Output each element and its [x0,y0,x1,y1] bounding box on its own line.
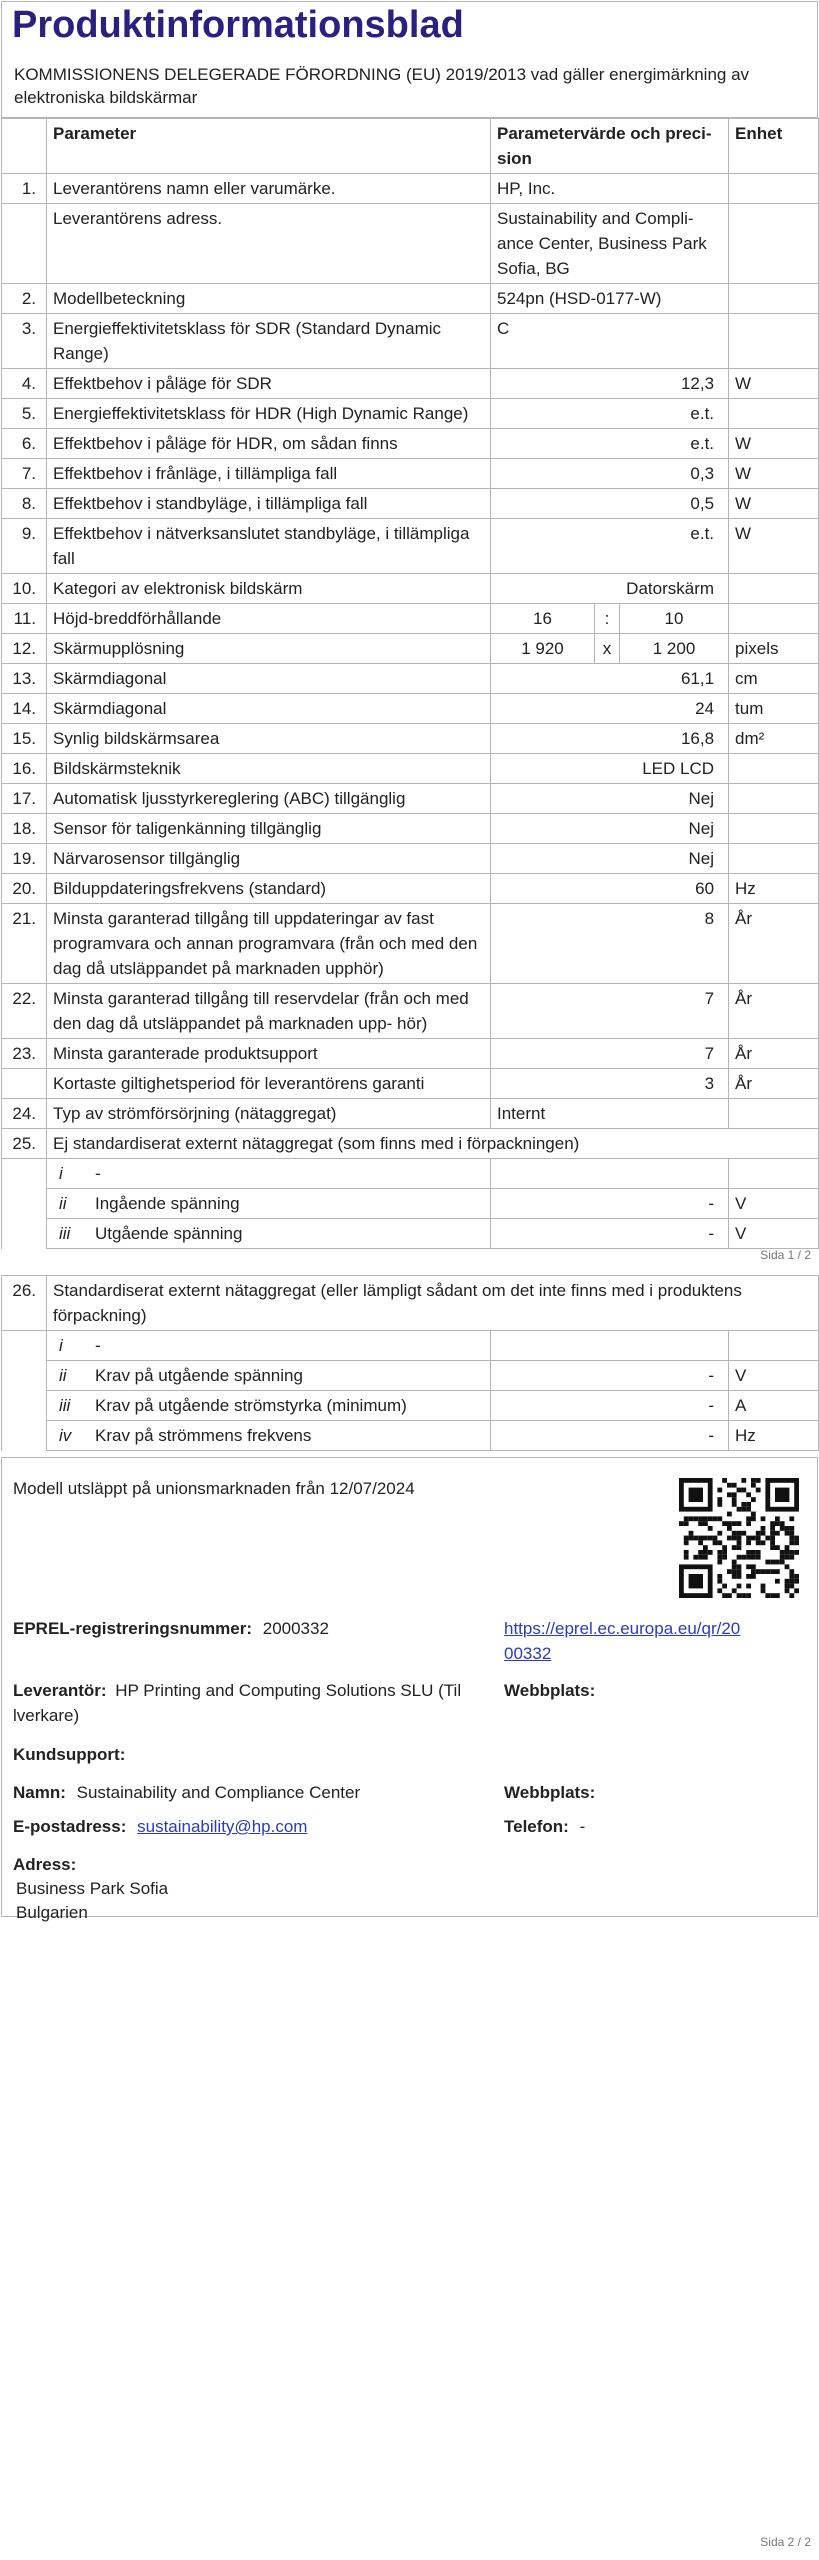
subrow-key-label: iii [59,1224,71,1243]
row-parameter: Minsta garanterad tillgång till uppdateringar av fast programvara och annan programvara (från och med den dag då utsläppandet på marknaden upphör) [47,904,491,984]
email-row [13,1814,307,1839]
row-unit [729,784,819,814]
supplier-value: HP Printing and Computing Solutions SLU (Til lverkare) [13,1681,462,1725]
table-row [2,284,819,314]
subrow-key [47,1391,491,1421]
row-unit [729,844,819,874]
row-parameter: Skärmdiagonal [47,694,491,724]
subrow-parameter: Utgående spänning [95,1224,243,1243]
row-number: 12. [2,634,47,664]
email-label: E-postadress: [13,1817,127,1836]
row-unit [729,814,819,844]
row-parameter: Höjd-breddförhållande [47,604,491,634]
row-parameter: Bildskärmsteknik [47,754,491,784]
row-value: 0,3 [491,459,729,489]
subrow-key [47,1189,491,1219]
row-unit [729,284,819,314]
subrow-key-label: iii [59,1396,71,1415]
release-date: Modell utsläppt på unionsmarknaden från 12/07/2024 [13,1479,415,1498]
subrow-unit: V [729,1189,819,1219]
phone-label: Telefon: [504,1817,569,1836]
table-row [2,694,819,724]
table-row [2,314,819,369]
table-row [2,1039,819,1069]
eprel-number: 2000332 [262,1619,329,1638]
row-parameter: Modellbeteckning [47,284,491,314]
subrow-parameter: Krav på strömmens frekvens [95,1426,312,1445]
row-number: 3. [2,314,47,369]
row-value-sep: x [595,634,620,664]
subrow-key-label: ii [59,1194,67,1213]
row-value: e.t. [491,399,729,429]
table-row [2,844,819,874]
address-line-2: Bulgarien [16,1903,88,1922]
subrow-parameter: - [95,1164,101,1183]
phone-row [504,1814,585,1839]
power-supply-table [1,1275,819,1451]
row-unit: År [729,904,819,984]
row-value: Nej [491,814,729,844]
row-parameter: Bilduppdateringsfrekvens (standard) [47,874,491,904]
row-number: 14. [2,694,47,724]
table-row [2,429,819,459]
row-unit: W [729,369,819,399]
row-parameter: Effektbehov i nätverksanslutet standbyläge, i tillämpliga fall [47,519,491,574]
product-info-table [1,118,819,1249]
table-row [2,754,819,784]
row-number: 1. [2,174,47,204]
row-number: 25. [2,1129,47,1159]
row-unit: År [729,984,819,1039]
qr-code [679,1478,799,1598]
subrow-parameter: Krav på utgående strömstyrka (minimum) [95,1396,407,1415]
support-label: Kundsupport: [13,1745,126,1764]
row-parameter: Kortaste giltighetsperiod för leverantörens garanti [47,1069,491,1099]
row-number: 7. [2,459,47,489]
row-unit [729,174,819,204]
subrow-parameter: Krav på utgående spänning [95,1366,303,1385]
name-label: Namn: [13,1783,66,1802]
header-parameter: Parameter [47,119,491,174]
row-number: 8. [2,489,47,519]
row-number: 11. [2,604,47,634]
email-link[interactable]: sustainability@hp.com [137,1817,308,1836]
subrow-key [47,1331,491,1361]
subrow-parameter: Ingående spänning [95,1194,240,1213]
supplier-label: Leverantör: [13,1681,107,1700]
subrow-unit: Hz [729,1421,819,1451]
subrow-key-label: i [59,1164,63,1183]
row-unit [729,604,819,634]
row-number [2,1069,47,1099]
row-value: 61,1 [491,664,729,694]
table-row [2,489,819,519]
row-number: 6. [2,429,47,459]
row-parameter: Sensor för taligenkänning tillgänglig [47,814,491,844]
subrow-spacer [2,1159,47,1189]
row-unit [729,754,819,784]
row-number: 22. [2,984,47,1039]
row-value: 24 [491,694,729,724]
regulation-text: KOMMISSIONENS DELEGERADE FÖRORDNING (EU) 2019/2013 vad gäller energimärkning av elektroniska bildskärmar [14,65,750,107]
subrow-key-label: i [59,1336,63,1355]
table-row [2,174,819,204]
row-parameter: Leverantörens namn eller varumärke. [47,174,491,204]
row-parameter: Effektbehov i frånläge, i tillämpliga fall [47,459,491,489]
row-parameter: Effektbehov i standbyläge, i tillämpliga fall [47,489,491,519]
row-value: HP, Inc. [491,174,729,204]
row-value-a: 1 920 [491,634,595,664]
row-value: LED LCD [491,754,729,784]
address-line-1: Business Park Sofia [16,1879,169,1898]
row-parameter: Effektbehov i påläge för HDR, om sådan finns [47,429,491,459]
page-number-1: Sida 1 / 2 [760,1248,811,1262]
table-row [2,874,819,904]
row-parameter: Minsta garanterad tillgång till reservdelar (från och med den dag då utsläppandet på marknaden upp- hör) [47,984,491,1039]
subrow-value: - [491,1391,729,1421]
header-num-cell [2,119,47,174]
row-value: Sustainability and Compli- ance Center, Business Park Sofia, BG [491,204,729,284]
subrow-key [47,1159,491,1189]
table-row [2,984,819,1039]
header-unit: Enhet [729,119,819,174]
subrow-spacer [2,1361,47,1391]
subrow-parameter: - [95,1336,101,1355]
row-unit [729,204,819,284]
table-row [2,459,819,489]
row-unit [729,399,819,429]
row-value: 3 [491,1069,729,1099]
row-number: 26. [2,1276,47,1331]
table-row [2,814,819,844]
subrow-spacer [2,1391,47,1421]
subrow-spacer [2,1189,47,1219]
subrow-key [47,1421,491,1451]
row-parameter: Kategori av elektronisk bildskärm [47,574,491,604]
row-unit: W [729,489,819,519]
table-row [2,604,819,634]
subrow-value: - [491,1361,729,1391]
row-number: 10. [2,574,47,604]
table-row [2,664,819,694]
table-row [2,574,819,604]
row-number: 20. [2,874,47,904]
table-subrow [2,1189,819,1219]
subrow-spacer [2,1421,47,1451]
subrow-key-label: ii [59,1366,67,1385]
table-subrow [2,1361,819,1391]
page-title: Produktinformationsblad [12,4,464,46]
row-value: 7 [491,1039,729,1069]
row-unit [729,1099,819,1129]
table-subrow [2,1331,819,1361]
subrow-unit [729,1159,819,1189]
row-title: Ej standardiserat externt nätaggregat (som finns med i förpackningen) [47,1129,819,1159]
row-title: Standardiserat externt nätaggregat (eller lämpligt sådant om det inte finns med i produktens förpackning) [47,1276,819,1331]
address-label: Adress: [13,1855,77,1874]
row-unit: År [729,1069,819,1099]
row-value: 8 [491,904,729,984]
row-value: 524pn (HSD-0177-W) [491,284,729,314]
eprel-link[interactable]: https://eprel.ec.europa.eu/qr/20 00332 [504,1619,741,1663]
row-parameter: Typ av strömförsörjning (nätaggregat) [47,1099,491,1129]
subrow-unit: A [729,1391,819,1421]
row-value: 12,3 [491,369,729,399]
row-number: 23. [2,1039,47,1069]
row-number: 5. [2,399,47,429]
table-row [2,724,819,754]
row-value: e.t. [491,429,729,459]
table-row [2,519,819,574]
row-number: 13. [2,664,47,694]
row-unit: W [729,519,819,574]
subrow-value [491,1159,729,1189]
row-unit: År [729,1039,819,1069]
table-row [2,634,819,664]
row-value-b: 1 200 [620,634,729,664]
row-unit: dm² [729,724,819,754]
table-row [2,369,819,399]
row-unit: W [729,459,819,489]
row-parameter: Närvarosensor tillgänglig [47,844,491,874]
subrow-value: - [491,1219,729,1249]
table-row [2,399,819,429]
subrow-unit [729,1331,819,1361]
table-subrow [2,1219,819,1249]
row-unit [729,574,819,604]
row-parameter: Automatisk ljusstyrkereglering (ABC) tillgänglig [47,784,491,814]
subrow-key [47,1219,491,1249]
table-row [2,904,819,984]
website2-label: Webbplats: [504,1783,596,1802]
row-value: 0,5 [491,489,729,519]
row-value: C [491,314,729,369]
row-number: 17. [2,784,47,814]
table-row-group-title [2,1129,819,1159]
subrow-value [491,1331,729,1361]
row-number: 16. [2,754,47,784]
table-subrow [2,1159,819,1189]
row-number: 4. [2,369,47,399]
supplier-info-box [1,1457,818,1922]
row-unit: pixels [729,634,819,664]
table-row-group-title [2,1276,819,1331]
row-value: Internt [491,1099,729,1129]
row-parameter: Skärmdiagonal [47,664,491,694]
row-number: 19. [2,844,47,874]
row-number: 2. [2,284,47,314]
subrow-key [47,1361,491,1391]
row-number [2,204,47,284]
row-parameter: Energieffektivitetsklass för SDR (Standard Dynamic Range) [47,314,491,369]
row-value: Datorskärm [491,574,729,604]
table-subrow [2,1421,819,1451]
subrow-value: - [491,1189,729,1219]
eprel-row [13,1616,329,1641]
subrow-unit: V [729,1219,819,1249]
subrow-spacer [2,1219,47,1249]
row-number: 24. [2,1099,47,1129]
phone-value: - [579,1817,586,1836]
row-unit: cm [729,664,819,694]
website-label: Webbplats: [504,1681,596,1700]
subrow-value: - [491,1421,729,1451]
row-value: Nej [491,844,729,874]
page-number-2: Sida 2 / 2 [760,2535,811,2549]
row-parameter: Energieffektivitetsklass för HDR (High Dynamic Range) [47,399,491,429]
row-value-a: 16 [491,604,595,634]
row-parameter: Leverantörens adress. [47,204,491,284]
eprel-link-block [504,1616,794,1666]
table-subrow [2,1391,819,1421]
row-unit: tum [729,694,819,724]
document-header [1,1,818,118]
name-row [13,1780,360,1805]
row-value-b: 10 [620,604,729,634]
row-number: 15. [2,724,47,754]
row-value: 60 [491,874,729,904]
eprel-label: EPREL-registreringsnummer: [13,1619,252,1638]
table-row [2,784,819,814]
supplier-row [13,1678,493,1728]
subrow-spacer [2,1331,47,1361]
row-parameter: Synlig bildskärmsarea [47,724,491,754]
subrow-unit: V [729,1361,819,1391]
row-unit: W [729,429,819,459]
table-row [2,1069,819,1099]
table-header-row [2,119,819,174]
row-number: 18. [2,814,47,844]
row-value: 16,8 [491,724,729,754]
name-value: Sustainability and Compliance Center [76,1783,361,1802]
row-parameter: Skärmupplösning [47,634,491,664]
row-value-sep: : [595,604,620,634]
row-value: e.t. [491,519,729,574]
row-parameter: Effektbehov i påläge för SDR [47,369,491,399]
header-value: Parametervärde och preci- sion [491,119,729,174]
row-value: 7 [491,984,729,1039]
subrow-key-label: iv [59,1426,72,1445]
table-row [2,1099,819,1129]
row-number: 9. [2,519,47,574]
row-value: Nej [491,784,729,814]
row-number: 21. [2,904,47,984]
row-parameter: Minsta garanterade produktsupport [47,1039,491,1069]
row-unit: Hz [729,874,819,904]
row-unit [729,314,819,369]
table-row [2,204,819,284]
